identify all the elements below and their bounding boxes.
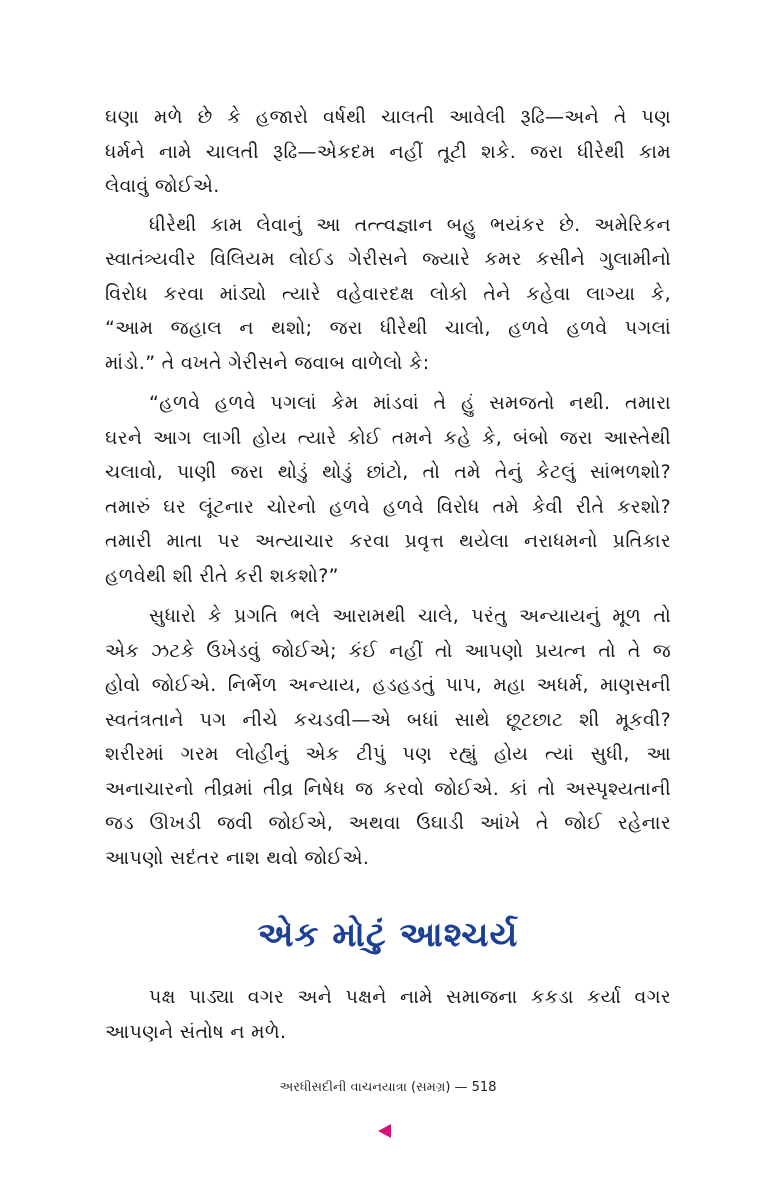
text-line: સુધારો કે પ્રગતિ ભલે આરામથી ચાલે, પરંતુ અન્યાયનું મૂળ તો	[149, 605, 671, 627]
text-line: તમારું ઘર લૂંટનાર ચોરનો હળવે હળવે વિરોધ તમે કેવી રીતે કરશો?	[105, 495, 671, 518]
text-line: તમારી માતા પર અત્યાચાર કરવા પ્રવૃત્ત થયેલા નરાધમનો પ્રતિકાર	[105, 530, 671, 552]
paragraph	[105, 100, 671, 204]
text-line: ઘરને આગ લાગી હોય ત્યારે કોઈ તમને કહે કે, બંબો જરા આસ્તેથી	[105, 426, 671, 449]
text-line: આપણો સદંતર નાશ થવો જોઈએ.	[105, 846, 370, 869]
section-body	[105, 980, 671, 1049]
text-line: લેવાવું જોઈએ.	[105, 175, 220, 197]
paragraph	[105, 599, 671, 875]
text-line: સ્વતંત્રતાને પગ નીચે કચડવી—એ બધાં સાથે છૂટછાટ શી મૂકવી?	[105, 708, 671, 731]
page-footer: અરધીસદીની વાચનયાત્રા (સમગ્ર) — 518	[279, 1080, 497, 1095]
text-line: આપણને સંતોષ ન મળે.	[105, 1020, 287, 1043]
text-line: માંડો.” તે વખતે ગેરીસને જવાબ વાળેલો કે:	[105, 351, 430, 374]
text-line: “હળવે હળવે પગલાં કેમ માંડવાં તે હું સમજતો નથી. તમારા	[149, 392, 671, 414]
text-line: “આમ જહાલ ન થશો; જરા ધીરેથી ચાલો, હળવે હળવે પગલાં	[105, 317, 671, 339]
text-line: વિરોધ કરવા માંડ્યો ત્યારે વહેવારદક્ષ લોકો તેને કહેવા લાગ્યા કે,	[105, 282, 671, 305]
paragraph	[105, 980, 671, 1049]
paragraph	[105, 208, 671, 381]
text-line: ધીરેથી કામ લેવાનું આ તત્ત્વજ્ઞાન બહુ ભયંકર છે. અમેરિકન	[149, 213, 671, 236]
text-line: શરીરમાં ગરમ લોહીનું એક ટીપું પણ રહ્યું હોય ત્યાં સુધી, આ	[105, 743, 671, 765]
triangle-left-icon[interactable]	[378, 1124, 391, 1138]
text-line: ચલાવો, પાણી જરા થોડું થોડું છાંટો, તો તમે તેનું કેટલું સાંભળશો?	[105, 461, 671, 483]
text-line: ધર્મને નામે ચાલતી રૂઢિ—એકદમ નહીં તૂટી શકે. જરા ધીરેથી કામ	[105, 140, 671, 163]
text-line: હળવેથી શી રીતે કરી શકશો?”	[105, 564, 339, 587]
text-line: સ્વાતંત્ર્યવીર વિલિયમ લોઈડ ગેરીસને જ્યારે કમર કસીને ગુલામીનો	[105, 248, 671, 270]
body-text	[105, 100, 671, 875]
paragraph-quote	[105, 386, 671, 593]
text-line: હોવો જોઈએ. નિર્ભેળ અન્યાય, હડહડતું પાપ, મહા અધર્મ, માણસની	[105, 674, 671, 696]
section-heading: એક મોટું આશ્ચર્ય	[257, 915, 519, 955]
text-line: એક ઝટકે ઉખેડવું જોઈએ; કંઈ નહીં તો આપણો પ્રયત્ન તો તે જ	[105, 639, 671, 662]
text-line: જડ ઊખડી જવી જોઈએ, અથવા ઉઘાડી આંખે તે જોઈ રહેનાર	[105, 812, 671, 834]
text-line: ઘણા મળે છે કે હજારો વર્ષથી ચાલતી આવેલી રૂઢિ—અને તે પણ	[105, 106, 671, 128]
text-line: અનાચારનો તીવ્રમાં તીવ્ર નિષેધ જ કરવો જોઈએ. કાં તો અસ્પૃશ્યતાની	[105, 777, 671, 800]
text-line: પક્ષ પાડ્યા વગર અને પક્ષને નામે સમાજના કકડા કર્યા વગર	[149, 986, 671, 1008]
